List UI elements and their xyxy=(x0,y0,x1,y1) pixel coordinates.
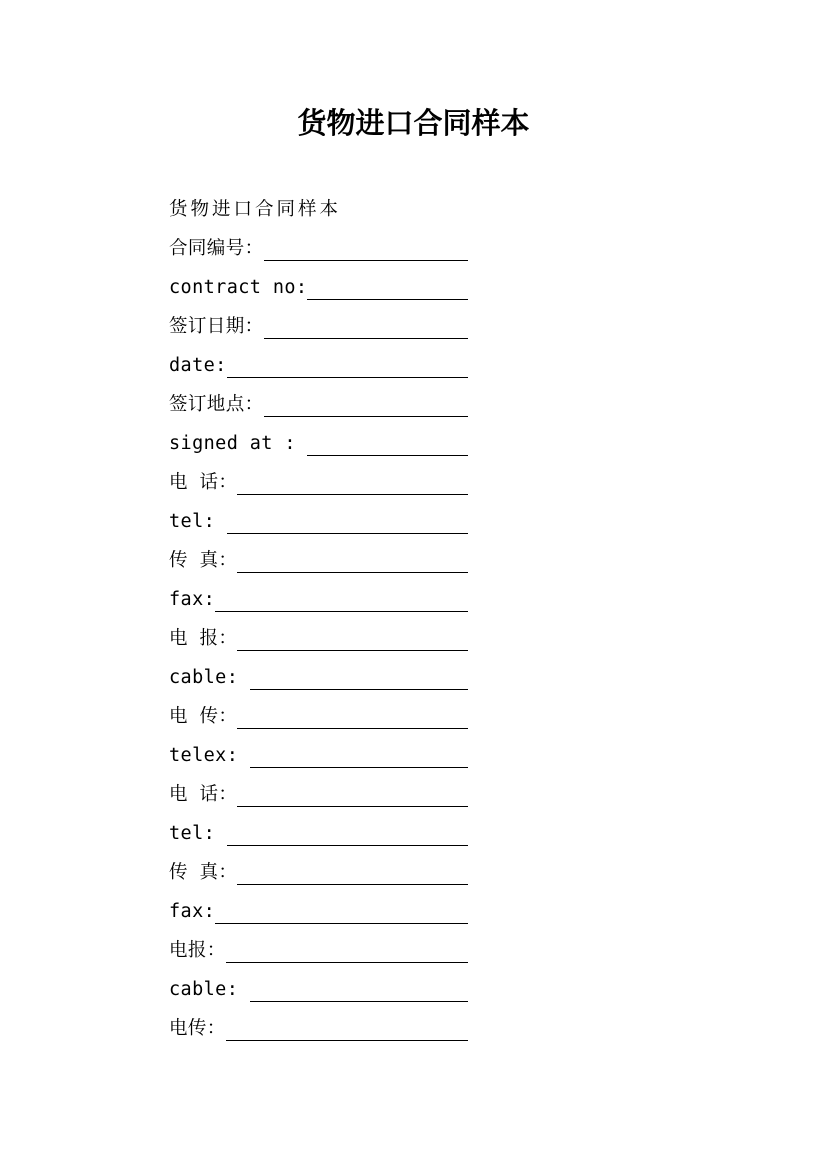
field-label: 电 传： xyxy=(169,706,238,727)
field-cable-cn-2 xyxy=(169,935,489,974)
fill-in-blank[interactable] xyxy=(215,584,468,616)
fill-in-blank[interactable] xyxy=(215,896,468,928)
fill-in-blank[interactable] xyxy=(226,935,468,967)
field-contract-number-cn xyxy=(169,233,489,272)
field-label: date: xyxy=(169,355,227,376)
field-phone-en xyxy=(169,506,489,545)
field-label: 电 报： xyxy=(169,628,238,649)
field-cable-cn xyxy=(169,623,489,662)
fill-in-blank[interactable] xyxy=(226,1013,468,1045)
field-fax-en xyxy=(169,584,489,623)
contract-header-fields xyxy=(169,194,489,1052)
field-label: 签订地点： xyxy=(169,394,264,415)
fill-in-blank[interactable] xyxy=(264,311,468,343)
fill-in-blank[interactable] xyxy=(307,428,468,460)
fill-in-blank[interactable] xyxy=(227,350,468,382)
contract-heading-line xyxy=(169,194,489,233)
field-sign-date-en xyxy=(169,350,489,389)
field-telex-cn-2 xyxy=(169,1013,489,1052)
fill-in-blank[interactable] xyxy=(250,974,468,1006)
fill-in-blank[interactable] xyxy=(237,467,468,499)
fill-in-blank[interactable] xyxy=(250,662,468,694)
contract-heading-text: 货物进口合同样本 xyxy=(169,199,342,220)
field-sign-place-en xyxy=(169,428,489,467)
fill-in-blank[interactable] xyxy=(264,389,468,421)
fill-in-blank[interactable] xyxy=(227,818,468,850)
field-cable-en-2 xyxy=(169,974,489,1013)
field-label: 传 真： xyxy=(169,862,238,883)
fill-in-blank[interactable] xyxy=(237,623,468,655)
fill-in-blank[interactable] xyxy=(227,506,468,538)
field-label: signed at : xyxy=(169,433,308,454)
field-fax-en-2 xyxy=(169,896,489,935)
field-phone-cn-2 xyxy=(169,779,489,818)
field-label: cable: xyxy=(169,979,250,1000)
field-phone-en-2 xyxy=(169,818,489,857)
field-label: 合同编号： xyxy=(169,238,264,259)
field-fax-cn xyxy=(169,545,489,584)
field-label: 电 话： xyxy=(169,472,238,493)
fill-in-blank[interactable] xyxy=(307,272,468,304)
field-phone-cn xyxy=(169,467,489,506)
field-label: 电 话： xyxy=(169,784,238,805)
field-label: telex: xyxy=(169,745,250,766)
fill-in-blank[interactable] xyxy=(237,545,468,577)
field-telex-cn xyxy=(169,701,489,740)
field-label: tel: xyxy=(169,823,227,844)
document-title: 货物进口合同样本 xyxy=(297,106,530,140)
fill-in-blank[interactable] xyxy=(237,701,468,733)
field-label: contract no: xyxy=(169,277,308,298)
field-label: cable: xyxy=(169,667,250,688)
fill-in-blank[interactable] xyxy=(250,740,468,772)
field-telex-en xyxy=(169,740,489,779)
field-label: 电传： xyxy=(169,1018,226,1039)
field-sign-date-cn xyxy=(169,311,489,350)
field-label: fax: xyxy=(169,589,216,610)
field-label: 电报： xyxy=(169,940,226,961)
field-fax-cn-2 xyxy=(169,857,489,896)
field-cable-en xyxy=(169,662,489,701)
field-sign-place-cn xyxy=(169,389,489,428)
field-label: 传 真： xyxy=(169,550,238,571)
field-contract-number-en xyxy=(169,272,489,311)
fill-in-blank[interactable] xyxy=(237,779,468,811)
field-label: tel: xyxy=(169,511,227,532)
field-label: 签订日期： xyxy=(169,316,264,337)
fill-in-blank[interactable] xyxy=(264,233,468,265)
field-label: fax: xyxy=(169,901,216,922)
fill-in-blank[interactable] xyxy=(237,857,468,889)
